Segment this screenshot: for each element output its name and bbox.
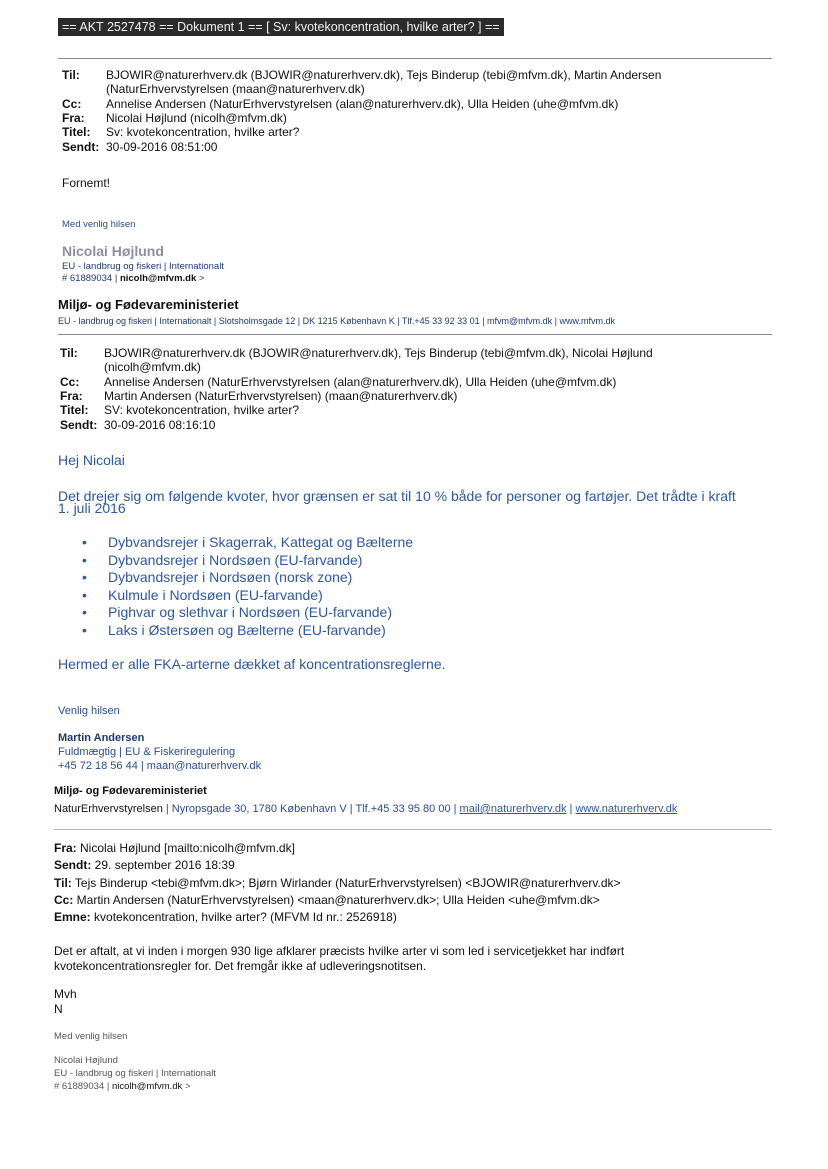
email1-signature-contact [62, 273, 204, 284]
email3-signature-dept: EU - landbrug og fiskeri | Internationalt [54, 1068, 216, 1079]
divider-email2 [54, 829, 772, 830]
cc-label: Cc: [54, 893, 74, 907]
email2-greeting: Hej Nicolai [58, 452, 125, 468]
bullet-icon: • [82, 569, 87, 585]
to-label: Til: [62, 68, 80, 82]
list-item-text: Kulmule i Nordsøen (EU-farvande) [108, 586, 323, 603]
cc-value: Annelise Andersen (NaturErhvervstyrelsen (alan@naturerhverv.dk), Ulla Heiden (uhe@mfvm.dk) [106, 97, 619, 111]
email2-paragraph-line2: 1. juli 2016 [58, 500, 126, 516]
email1-signature-name: Nicolai Højlund [62, 243, 164, 259]
email3-body-line2: kvotekoncentrationsregler for. Det fremgår ikke af udleveringsnotitsen. [54, 959, 427, 973]
email3-from [54, 841, 295, 857]
sent-value: 29. september 2016 18:39 [91, 858, 235, 872]
bullet-icon: • [82, 534, 87, 550]
sig-phone: # 61889034 | [54, 1081, 110, 1092]
list-item-text: Dybvandsrejer i Nordsøen (norsk zone) [108, 569, 353, 585]
to-value-line1: BJOWIR@naturerhverv.dk (BJOWIR@naturerhverv.dk), Tejs Binderup (tebi@mfvm.dk), Nicolai Højlund [104, 346, 653, 360]
email2-ministry-line [54, 802, 677, 816]
email2-regards: Venlig hilsen [58, 705, 120, 717]
title-label: Titel: [62, 125, 91, 139]
email3-sent [54, 858, 235, 874]
divider-top [58, 58, 772, 59]
to-value-line2: (NaturErhvervstyrelsen (maan@naturerhverv.dk) [106, 82, 365, 96]
list-item [82, 569, 413, 587]
email3-body-line1: Det er aftalt, at vi inden i morgen 930 lige afklarer præcists hvilke arter vi som led i servicetjekket har indført [54, 944, 625, 958]
from-value: Nicolai Højlund (nicolh@mfvm.dk) [106, 111, 287, 125]
email2-signature-title: Fuldmægtig | EU & Fiskeriregulering [58, 746, 236, 758]
email1-regards: Med venlig hilsen [62, 219, 136, 230]
title-value: SV: kvotekoncentration, hvilke arter? [104, 403, 299, 417]
divider-email1 [58, 334, 772, 335]
email2-paragraph-line1: Det drejer sig om følgende kvoter, hvor grænsen er sat til 10 % både for personer og fartøjer. Det trådte i kraft [58, 488, 736, 504]
email3-subject [54, 910, 397, 926]
email3-to [54, 876, 621, 892]
bullet-icon: • [82, 586, 87, 603]
ministry-mail-link[interactable]: mail@naturerhverv.dk [459, 803, 567, 815]
email2-signature-name: Martin Andersen [58, 732, 145, 744]
from-label: Fra: [60, 389, 83, 403]
sig-phone: # 61889034 | [62, 273, 118, 284]
from-value: Martin Andersen (NaturErhvervstyrelsen) (maan@naturerhverv.dk) [104, 389, 458, 403]
title-value: Sv: kvotekoncentration, hvilke arter? [106, 125, 300, 139]
email1-ministry: Miljø- og Fødevareministeriet [58, 297, 239, 312]
sig-email-suffix: > [184, 1081, 191, 1092]
sent-value: 30-09-2016 08:16:10 [104, 418, 216, 432]
ministry-org: NaturErhvervstyrelsen [54, 803, 163, 815]
list-item [82, 622, 413, 640]
to-value: Tejs Binderup <tebi@mfvm.dk>; Bjørn Wirlander (NaturErhvervstyrelsen) <BJOWIR@naturerhverv.dk> [71, 876, 621, 890]
sig-email: nicolh@mfvm.dk [119, 273, 197, 284]
list-item [82, 604, 413, 622]
sent-label: Sendt: [54, 858, 92, 872]
email1-header [62, 68, 772, 158]
cc-value: Martin Andersen (NaturErhvervstyrelsen) <maan@naturerhverv.dk>; Ulla Heiden <uhe@mfvm.dk> [73, 893, 600, 907]
email3-sign-line2: N [54, 1002, 63, 1016]
to-value-line1: BJOWIR@naturerhverv.dk (BJOWIR@naturerhverv.dk), Tejs Binderup (tebi@mfvm.dk), Martin Andersen [106, 68, 662, 82]
from-label: Fra: [54, 841, 77, 855]
email1-signature-dept: EU - landbrug og fiskeri | Internationalt [62, 261, 224, 272]
ministry-web-link[interactable]: www.naturerhverv.dk [575, 803, 678, 815]
from-label: Fra: [62, 111, 85, 125]
to-value-line2: (nicolh@mfvm.dk) [104, 360, 201, 374]
email2-closing: Hermed er alle FKA-arterne dækket af koncentrationsreglerne. [58, 656, 446, 672]
email2-header [60, 346, 772, 436]
bullet-icon: • [82, 621, 87, 638]
subject-value: kvotekoncentration, hvilke arter? (MFVM Id nr.: 2526918) [90, 910, 397, 924]
email2-ministry: Miljø- og Fødevareministeriet [54, 785, 207, 797]
to-label: Til: [54, 876, 72, 890]
sent-label: Sendt: [60, 418, 98, 432]
email3-signature-contact [54, 1081, 191, 1092]
email3-sign-line1: Mvh [54, 987, 77, 1001]
list-item [82, 552, 413, 570]
list-item [82, 587, 413, 605]
title-label: Titel: [60, 403, 89, 417]
email2-signature-contact: +45 72 18 56 44 | maan@naturerhverv.dk [58, 760, 262, 772]
email3-signature-name: Nicolai Højlund [54, 1055, 118, 1066]
list-item-text: Dybvandsrejer i Nordsøen (EU-farvande) [108, 551, 363, 568]
to-label: Til: [60, 346, 78, 360]
email1-ministry-address: EU - landbrug og fiskeri | Internationalt | Slotsholmsgade 12 | DK 1215 København K | Tlf.+45 33 92 33 01 | mfvm@mfvm.dk | www.mfvm.dk [58, 316, 616, 326]
sent-label: Sendt: [62, 140, 100, 154]
ministry-separator: | [566, 803, 576, 815]
cc-label: Cc: [60, 375, 80, 389]
list-item-text: Pighvar og slethvar i Nordsøen (EU-farvande) [108, 604, 393, 620]
document-banner: == AKT 2527478 == Dokument 1 == [ Sv: kvotekoncentration, hvilke arter? ] == [58, 18, 504, 36]
email3-regards: Med venlig hilsen [54, 1031, 128, 1042]
bullet-icon: • [82, 551, 87, 568]
sent-value: 30-09-2016 08:51:00 [106, 140, 218, 154]
subject-label: Emne: [54, 910, 91, 924]
list-item-text: Laks i Østersøen og Bælterne (EU-farvande) [108, 621, 386, 638]
sig-email: nicolh@mfvm.dk [111, 1081, 183, 1092]
bullet-icon: • [82, 604, 87, 620]
from-value: Nicolai Højlund [mailto:nicolh@mfvm.dk] [76, 841, 295, 855]
list-item-text: Dybvandsrejer i Skagerrak, Kattegat og Bælterne [108, 534, 414, 550]
list-item [82, 534, 413, 552]
email1-body: Fornemt! [62, 176, 111, 190]
cc-label: Cc: [62, 97, 82, 111]
sig-email-suffix: > [198, 273, 205, 284]
quota-list [82, 534, 413, 639]
cc-value: Annelise Andersen (NaturErhvervstyrelsen (alan@naturerhverv.dk), Ulla Heiden (uhe@mfvm.dk) [104, 375, 617, 389]
ministry-address: | Nyropsgade 30, 1780 København V | Tlf.+45 33 95 80 00 | [162, 803, 460, 815]
email3-cc [54, 893, 600, 909]
